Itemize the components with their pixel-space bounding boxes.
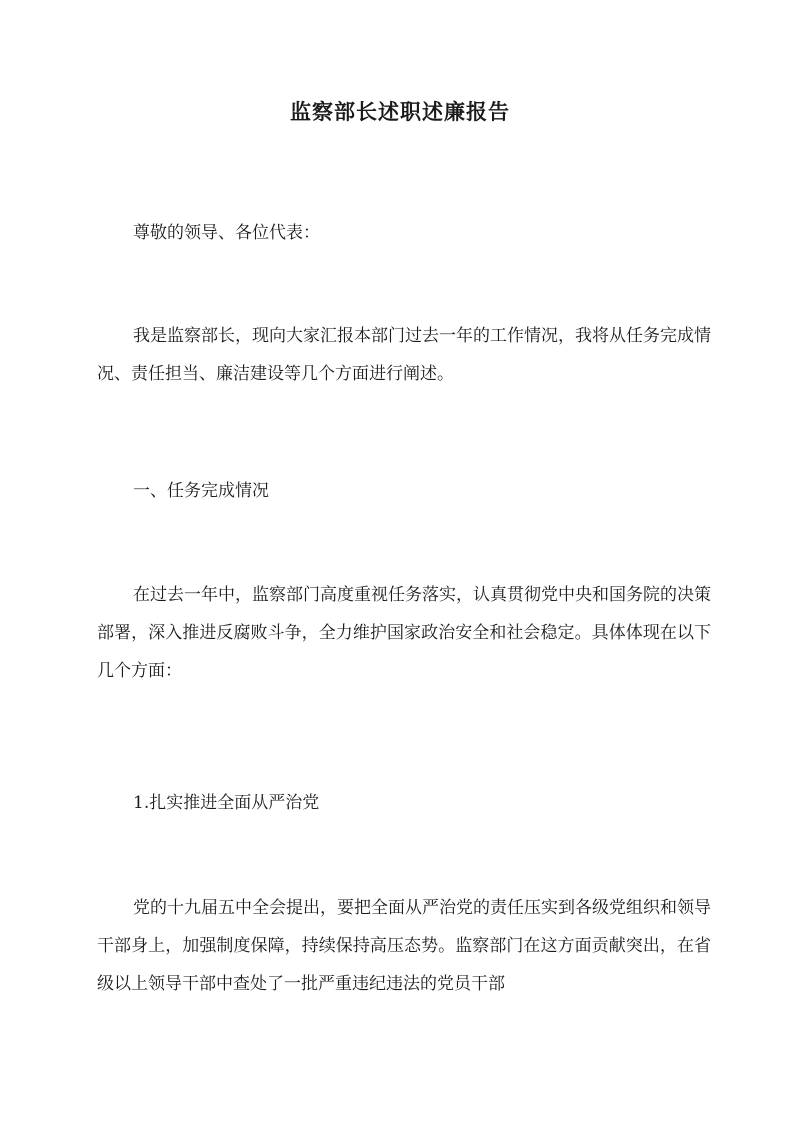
section-paragraph-task-completion: 在过去一年中，监察部门高度重视任务落实，认真贯彻党中央和国务院的决策部署，深入推进反腐败斗争，全力维护国家政治安全和社会稳定。具体体现在以下几个方面： xyxy=(97,585,711,681)
document-title: 监察部长述职述廉报告 xyxy=(290,99,510,124)
intro-paragraph: 我是监察部长，现向大家汇报本部门过去一年的工作情况，我将从任务完成情况、责任担当、廉洁建设等几个方面进行阐述。 xyxy=(97,326,711,384)
subsection-heading-party-governance: 1.扎实推进全面从严治党 xyxy=(133,793,320,813)
subsection-paragraph-party-governance: 党的十九届五中全会提出，要把全面从严治党的责任压实到各级党组织和领导干部身上，加强制度保障，持续保持高压态势。监察部门在这方面贡献突出，在省级以上领导干部中查处了一批严重违纪违法的党员干部 xyxy=(97,898,711,994)
salutation: 尊敬的领导、各位代表： xyxy=(133,223,320,243)
section-heading-task-completion: 一、任务完成情况 xyxy=(133,481,269,501)
